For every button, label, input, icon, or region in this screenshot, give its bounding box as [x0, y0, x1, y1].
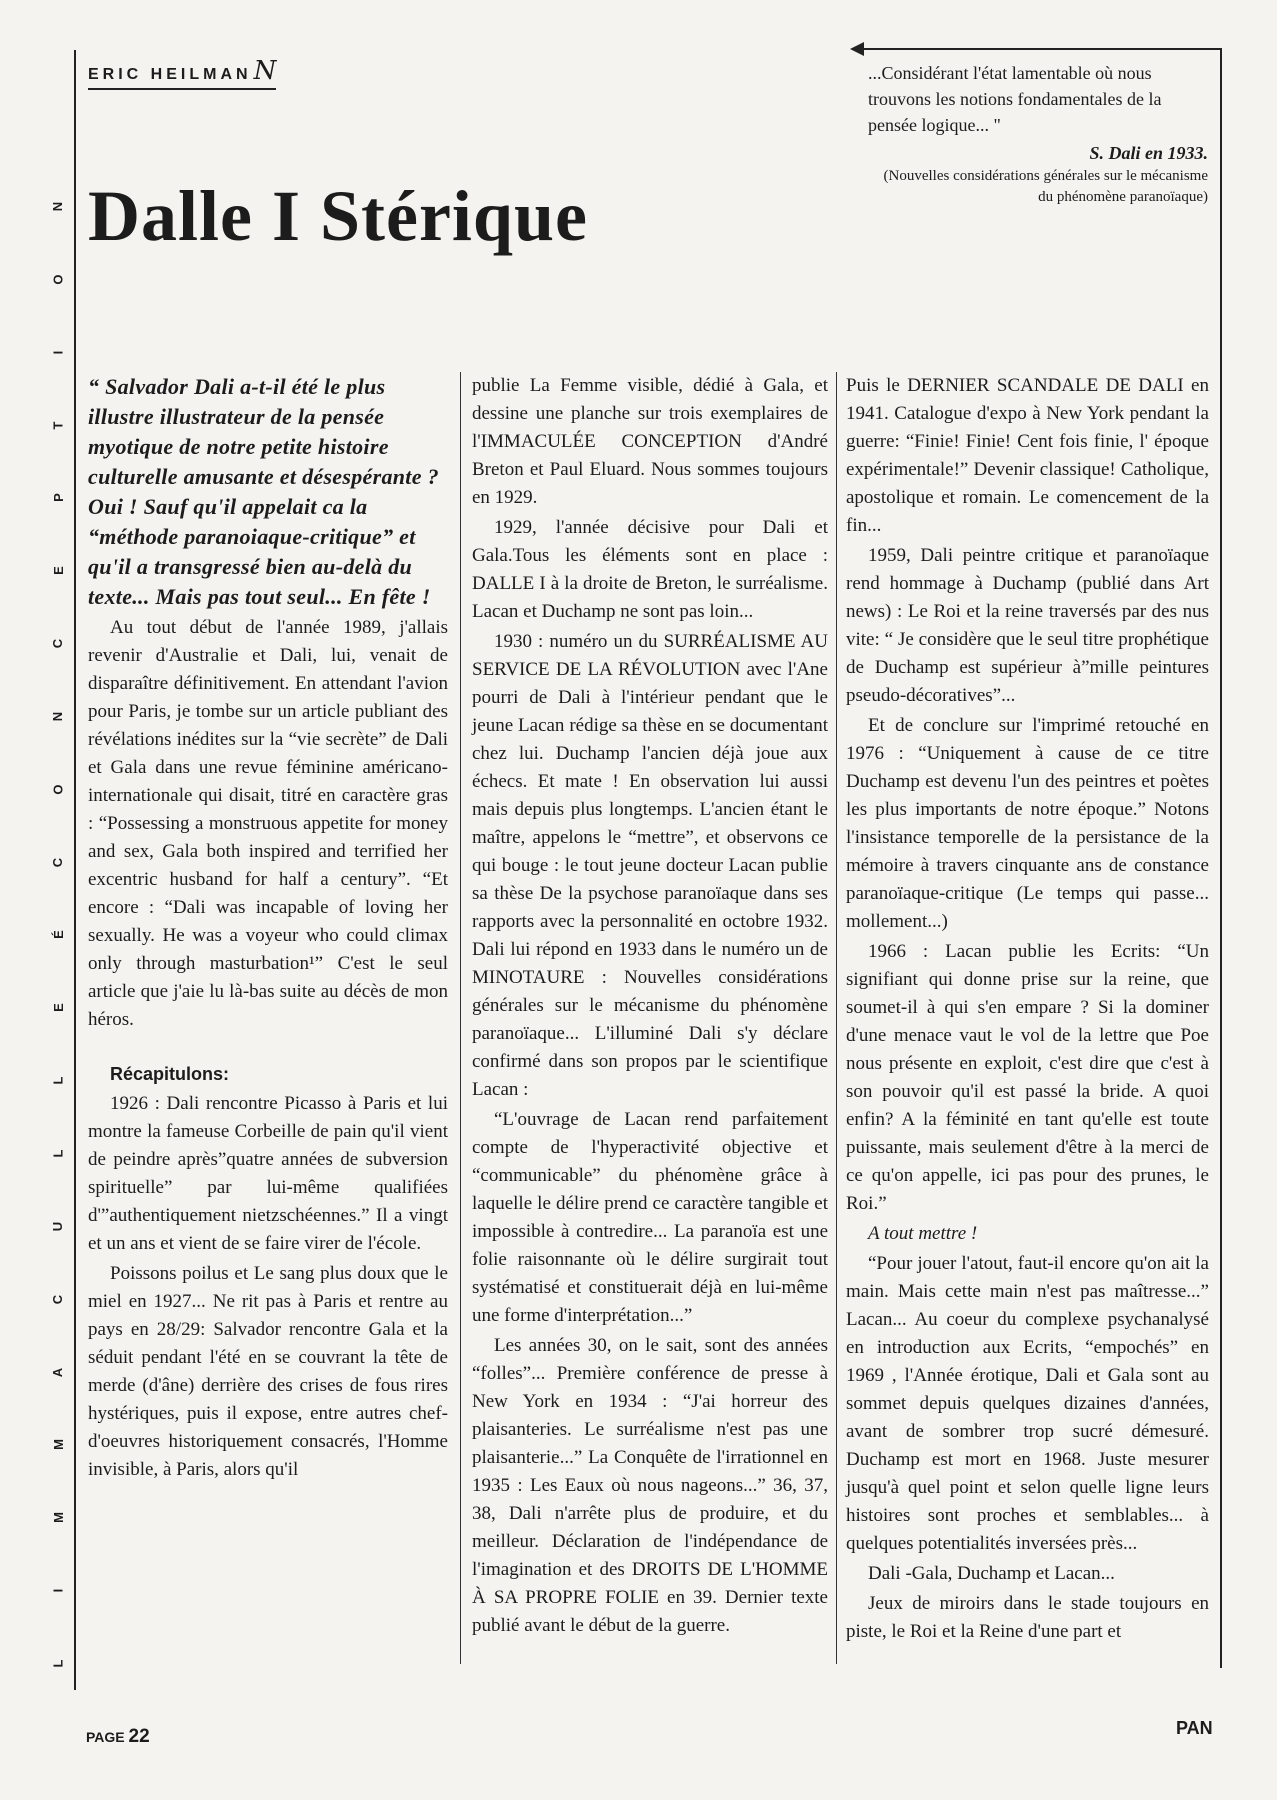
body-paragraph: Et de conclure sur l'imprimé retouché en 1976 : “Uniquement à cause de ce titre Duchamp est devenu l'un des peintres et poètes les plus importants de notre époque.” Notons l'insistance temporelle de la persistance de la mémoire à travers cinquante ans de constance paranoïaque-critique (Le temps qui passe... mollement...)	[846, 715, 1209, 932]
page-label: PAGE	[86, 1729, 125, 1745]
vertical-caption-letter: O	[50, 784, 66, 795]
vertical-caption-letter: A	[50, 1367, 66, 1377]
vertical-caption-letter: É	[50, 930, 66, 940]
article-column-2	[472, 372, 828, 1642]
body-paragraph: 1929, l'année décisive pour Dali et Gala.Tous les éléments sont en place : DALLE I à la droite de Breton, le surréalisme. Lacan et Duchamp ne sont pas loin...	[472, 517, 828, 622]
vertical-caption-letter: C	[50, 857, 66, 867]
body-paragraph: 1966 : Lacan publie les Ecrits: “Un signifiant qui donne prise sur la reine, que soumet-il à qui s'en empare ? Si la dominer d'une menace vaut le vol de la lettre que Poe nous présente en exploit, c'est dire que c'est à son pouvoir qu'il est passé la bride. A quoi enfin? A la féminité en tant qu'elle est toute puissante, mais seulement d'être à la merci de ce qu'on appelle, ici pas pour des prunes, le Roi.”	[846, 941, 1209, 1214]
vertical-caption-letter: M	[50, 1439, 66, 1451]
vertical-caption-letter: E	[50, 566, 66, 576]
vertical-caption-letter: C	[50, 638, 66, 649]
epigraph-quote: ...Considérant l'état lamentable où nous trouvons les notions fondamentales de la pensée logique... "	[868, 63, 1162, 135]
section-heading: Récapitulons:	[110, 1064, 230, 1084]
epigraph-signature: S. Dali en 1933.	[1089, 143, 1208, 163]
vertical-caption-letter: P	[50, 493, 66, 503]
body-paragraph: Puis le DERNIER SCANDALE DE DALI en 1941. Catalogue d'expo à New York pendant la guerre: “Finie! Finie! Cent fois finie, l' époque expérimentale!” Devenir classique! Catholique, apostolique et romain. Le comencement de la fin...	[846, 375, 1209, 536]
vertical-caption-letter: N	[50, 201, 66, 212]
vertical-caption	[46, 200, 70, 1670]
article-column-1	[88, 372, 448, 1486]
vertical-caption-letter: E	[50, 1003, 66, 1013]
vertical-caption-letter: I	[50, 350, 66, 354]
body-paragraph: Au tout début de l'année 1989, j'allais revenir d'Australie et Dali, lui, venait de disparaître définitivement. En attendant l'avion pour Paris, je tombe sur un article publiant des révélations inédites sur la “vie secrète” de Dali et Gala dans une revue féminine américano-internationale qui disait, titré en caractère gras : “Possessing a monstruous appetite for money and sex, Gala both inspired and terrified her excentric husband for half a century”. “Et encore : “Dali was incapable of loving her sexually. He was a voyeur who could climax only through masturbation¹” C'est le seul article que j'aie lu là-bas suite au décès de mon héros.	[88, 617, 448, 1030]
column-divider-2	[836, 372, 837, 1664]
vertical-caption-letter: O	[50, 274, 66, 285]
article-title: Dalle I Stérique	[88, 176, 588, 256]
vertical-caption-letter: I	[50, 1588, 66, 1593]
frame-right-line	[1220, 48, 1222, 1668]
article-column-3	[846, 372, 1209, 1648]
magazine-name: PAN	[1176, 1718, 1213, 1738]
left-vertical-rule	[74, 50, 76, 1690]
column-divider-1	[460, 372, 461, 1664]
vertical-caption-letter: L	[50, 1659, 66, 1668]
vertical-caption-letter: L	[50, 1149, 66, 1158]
lead-paragraph: “ Salvador Dali a-t-il été le plus illustre illustrateur de la pensée myotique de notre petite histoire culturelle amusante et désespérante ? Oui ! Sauf qu'il appelait ca la “méthode paranoiaque-critique” et qu'il a transgressé bien au-delà du texte... Mais pas tout seul... En fête !	[88, 374, 439, 609]
vertical-caption-letter: U	[50, 1221, 66, 1232]
vertical-caption-letter: T	[50, 421, 66, 430]
body-paragraph: Jeux de miroirs dans le stade toujours en piste, le Roi et la Reine d'une part et	[846, 1593, 1209, 1642]
epigraph-source: (Nouvelles considérations générales sur le mécanisme du phénomène paranoïaque)	[883, 168, 1208, 205]
body-paragraph: Les années 30, on le sait, sont des années “folles”... Première conférence de presse à New York en 1934 : “J'ai horreur des plaisanteries. Le surréalisme n'est pas une plaisanterie...” La Conquête de l'irrationnel en 1935 : Les Eaux où nous nageons...” 36, 37, 38, Dali n'arrête plus de produire, et du meilleur. Déclaration de l'indépendance de l'imagination et des DROITS DE L'HOMME À SA PROPRE FOLIE en 39. Dernier texte publié avant le début de la guerre.	[472, 1335, 828, 1636]
body-paragraph: A tout mettre !	[868, 1223, 978, 1244]
epigraph	[868, 60, 1208, 208]
page-number	[86, 1726, 150, 1748]
author-name: ERIC HEILMAN	[88, 66, 252, 83]
body-paragraph: 1959, Dali peintre critique et paranoïaque rend hommage à Duchamp (publié dans Art news) : Le Roi et la reine traversés par des nus vite: “ Je considère que le seul titre prophétique de Duchamp est supérieur à”mille peintures pseudo-décoratives”...	[846, 545, 1209, 706]
author-flourish: N	[253, 56, 277, 86]
body-paragraph: Poissons poilus et Le sang plus doux que le miel en 1927... Ne rit pas à Paris et rentre au pays en 28/29: Salvador rencontre Gala et la séduit pendant l'été en se couvrant la tête de merde (d'âne) derrière des crises de fous rires hystériques, puis il expose, entre autres chef-d'oeuvres historiquement consacrés, l'Homme invisible, à Paris, alors qu'il	[88, 1263, 448, 1480]
vertical-caption-letter: N	[50, 711, 66, 722]
vertical-caption-letter: C	[50, 1294, 66, 1304]
body-paragraph: 1930 : numéro un du SURRÉALISME AU SERVICE DE LA RÉVOLUTION avec l'Ane pourri de Dali à l'intérieur pendant que le jeune Lacan rédige sa thèse en se documentant chez lui. Duchamp l'ancien déjà joue aux échecs. Et mate ! En observation lui aussi mais depuis plus longtemps. L'ancien étant le maître, appelons le “mettre”, et observons ce qui bouge : le tout jeune docteur Lacan publie sa thèse De la psychose paranoïaque dans ses rapports avec la personnalité en octobre 1932. Dali lui répond en 1933 dans le numéro un de MINOTAURE : Nouvelles considérations générales sur le mécanisme du phénomène paranoïaque... L'illuminé Dali s'y déclare confirmé dans son propos par le scientifique Lacan :	[472, 631, 828, 1100]
body-paragraph: publie La Femme visible, dédié à Gala, et dessine une planche sur trois exemplaires de l'IMMACULÉE CONCEPTION d'André Breton et Paul Eluard. Nous sommes toujours en 1929.	[472, 375, 828, 508]
vertical-caption-letter: M	[50, 1512, 66, 1524]
page-number-value: 22	[128, 1726, 150, 1747]
quote-paragraph: “L'ouvrage de Lacan rend parfaitement compte de l'hyperactivité objective et “communicable” du phénomène grâce à laquelle le délire prend ce caractère tangible et impossible à contredire... La paranoïa est une folie raisonnante où le délire surgirait tout systématisé et constituerait déjà en lui-même une forme d'interprétation...”	[472, 1109, 828, 1326]
author-byline	[88, 56, 276, 90]
frame-top-line	[860, 48, 1222, 50]
body-paragraph: Dali -Gala, Duchamp et Lacan...	[868, 1563, 1115, 1584]
vertical-caption-letter: L	[50, 1076, 66, 1085]
body-paragraph: “Pour jouer l'atout, faut-il encore qu'on ait la main. Mais cette main n'est pas maîtresse...” Lacan... Au coeur du complexe psychanalysé en introduction aux Ecrits, “empochés” en 1969 , l'Année érotique, Dali et Gala sont au sommet depuis quelques dizaines d'années, avant de sombrer trop sucré démesuré. Duchamp est mort en 1968. Juste mesurer jusqu'à quel point et selon quelle ligne leurs histoires sont proches et semblables... à quelques potentialités inversées près...	[846, 1253, 1209, 1554]
body-paragraph: 1926 : Dali rencontre Picasso à Paris et lui montre la fameuse Corbeille de pain qu'il vient de peindre après”quatre années de subversion spirituelle” par lui-même qualifiées d'”authentiquement nietzschéennes.” Il a vingt et un ans et vient de se faire virer de l'école.	[88, 1093, 448, 1254]
